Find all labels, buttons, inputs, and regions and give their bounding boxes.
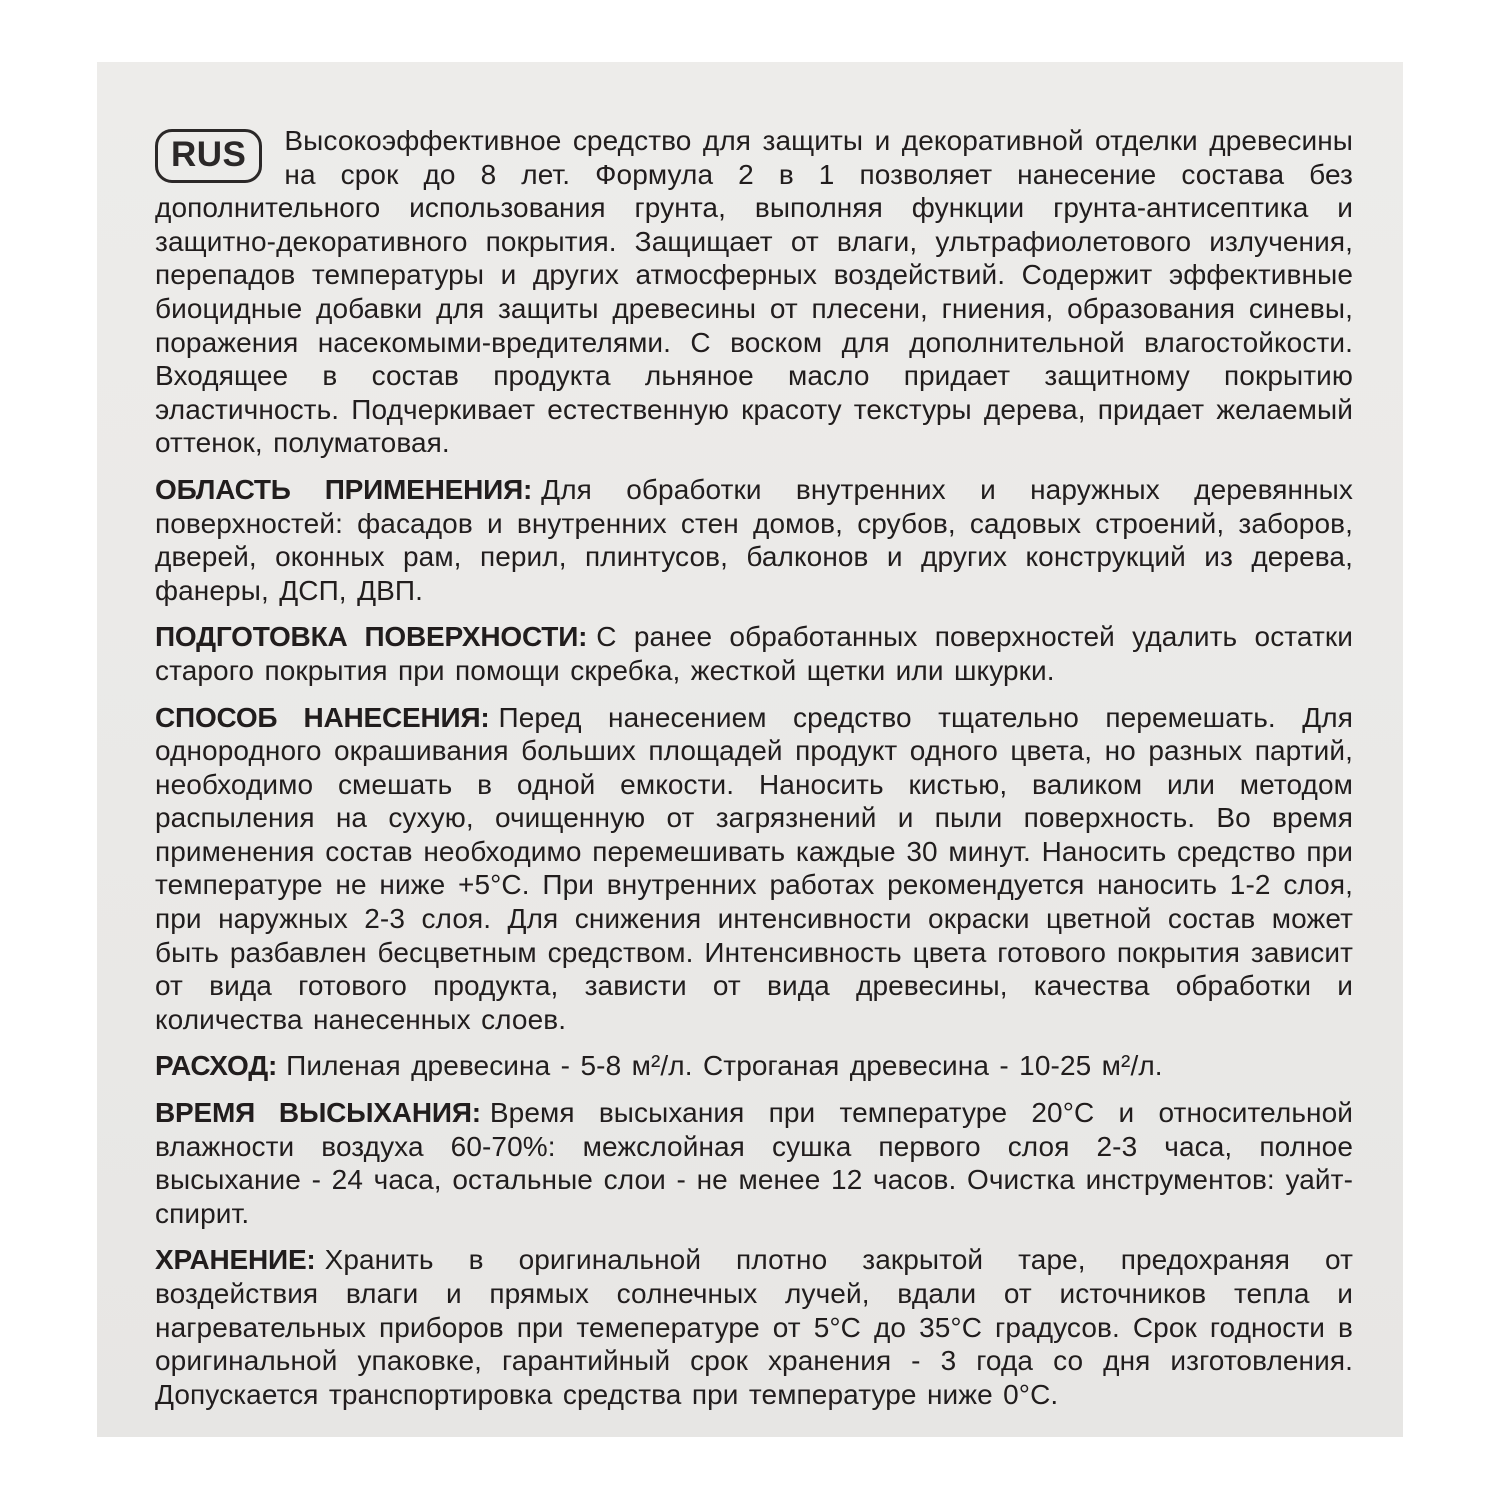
section-body-drying-time: Время высыхания при температуре 20°С и относительной влажности воздуха 60-70%: межслойная сушка первого слоя 2-3 часа, полное высыхание - 24 часа, остальные слои - не менее 12 часов. Очистка инструментов: уайт-спирит. [155,1097,1353,1229]
section-surface-preparation [155,620,1353,687]
section-body-surface-preparation: С ранее обработанных поверхностей удалить остатки старого покрытия при помощи скребка, жесткой щетки или шкурки. [155,621,1353,686]
product-label-panel [97,62,1403,1437]
intro-description-text: Высокоэффективное средство для защиты и декоративной отделки древесины на срок до 8 лет. Формула 2 в 1 позволяет нанесение состава без дополнительного использования грунта, выполняя функции грунта-антисептика и защитно-декоративного покрытия. Защищает от влаги, ультрафиолетового излучения, перепадов температуры и других атмосферных воздействий. Содержит эффективные биоцидные добавки для защиты древесины от плесени, гниения, образования синевы, поражения насекомыми-вредителями. С воском для дополнительной влагостойкости. Входящее в состав продукта льняное масло придает защитному покрытию эластичность. Подчеркивает естественную красоту текстуры дерева, придает желаемый оттенок, полуматовая. [155,125,1353,459]
section-body-consumption: Пиленая древесина - 5-8 м²/л. Строганая древесина - 10-25 м²/л. [286,1050,1163,1082]
section-heading-application-area: ОБЛАСТЬ ПРИМЕНЕНИЯ: [155,473,533,505]
section-drying-time [155,1096,1353,1230]
section-heading-application-method: СПОСОБ НАНЕСЕНИЯ: [155,701,490,733]
rus-language-badge: RUS [155,129,262,183]
section-application-area [155,473,1353,607]
section-storage [155,1243,1353,1411]
section-heading-consumption: РАСХОД: [155,1050,278,1082]
section-consumption [155,1049,1353,1083]
section-body-application-method: Перед нанесением средство тщательно перемешать. Для однородного окрашивания больших площадей продукт одного цвета, но разных партий, необходимо смешать в одной емкости. Наносить кистью, валиком или методом распыления на сухую, очищенную от загрязнений и пыли поверхность. Во время применения состав необходимо перемешивать каждые 30 минут. Наносить средство при температуре не ниже +5°С. При внутренних работах рекомендуется наносить 1-2 слоя, при наружных 2-3 слоя. Для снижения интенсивности окраски цветной состав может быть разбавлен бесцветным средством. Интенсивность цвета готового покрытия зависит от вида готового продукта, зависти от вида древесины, качества обработки и количества нанесенных слоев. [155,701,1353,1035]
section-heading-drying-time: ВРЕМЯ ВЫСЫХАНИЯ: [155,1097,481,1129]
section-heading-storage: ХРАНЕНИЕ: [155,1244,316,1276]
section-heading-surface-preparation: ПОДГОТОВКА ПОВЕРХНОСТИ: [155,621,588,653]
section-body-application-area: Для обработки внутренних и наружных деревянных поверхностей: фасадов и внутренних стен домов, срубов, садовых строений, заборов, дверей, оконных рам, перил, плинтусов, балконов и других конструкций из дерева, фанеры, ДСП, ДВП. [155,473,1353,606]
section-application-method [155,701,1353,1037]
intro-paragraph [155,124,1353,460]
section-body-storage: Хранить в оригинальной плотно закрытой таре, предохраняя от воздействия влаги и прямых солнечных лучей, вдали от источников тепла и нагревательных приборов при темепературе от 5°С до 35°С градусов. Срок годности в оригинальной упаковке, гарантийный срок хранения - 3 года со дня изготовления. Допускается транспортировка средства при температуре ниже 0°С. [155,1244,1353,1410]
label-text-block [155,124,1353,1411]
